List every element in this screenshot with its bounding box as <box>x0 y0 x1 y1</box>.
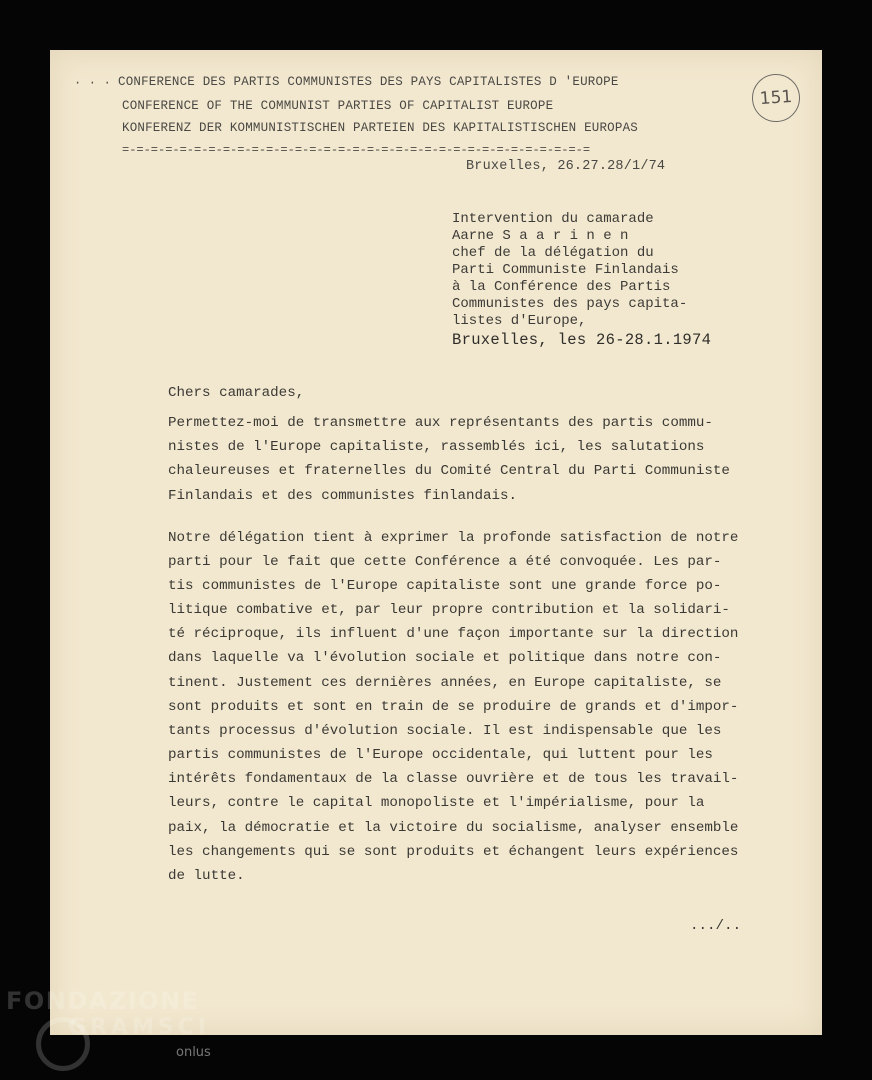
paragraph2-line: té réciproque, ils influent d'une façon importante sur la direction <box>168 626 739 642</box>
stamp-number: 151 <box>759 86 793 110</box>
watermark-line1: FONDAZIONE <box>6 987 200 1015</box>
paragraph2-line: intérêts fondamentaux de la classe ouvrière et de tous les travail- <box>168 771 739 787</box>
paragraph2-line: dans laquelle va l'évolution sociale et politique dans notre con- <box>168 650 722 666</box>
paragraph1-line: Permettez-moi de transmettre aux représentants des partis commu- <box>168 415 713 431</box>
paragraph1-line: Finlandais et des communistes finlandais. <box>168 488 518 504</box>
header-mark: · · · <box>74 76 112 90</box>
paragraph2-line: partis communistes de l'Europe occidentale, qui luttent pour les <box>168 747 713 763</box>
header-line-fr: CONFERENCE DES PARTIS COMMUNISTES DES PAYS CAPITALISTES D 'EUROPE <box>118 75 619 89</box>
intro-line: Aarne S a a r i n e n <box>452 228 629 244</box>
intro-line: listes d'Europe, <box>452 313 587 329</box>
paragraph2-line: Notre délégation tient à exprimer la profonde satisfaction de notre <box>168 530 739 546</box>
header-line-de: KONFERENZ DER KOMMUNISTISCHEN PARTEIEN DES KAPITALISTISCHEN EUROPAS <box>122 121 638 135</box>
paragraph2-line: de lutte. <box>168 868 245 884</box>
paragraph2-line: leurs, contre le capital monopoliste et l'impérialisme, pour la <box>168 795 705 811</box>
paragraph2-line: parti pour le fait que cette Conférence a été convoquée. Les par- <box>168 554 722 570</box>
fondazione-gramsci-watermark <box>6 987 226 1067</box>
continuation-mark: .../.. <box>690 918 742 934</box>
header-line-en: CONFERENCE OF THE COMMUNIST PARTIES OF CAPITALIST EUROPE <box>122 99 554 113</box>
watermark-line2: GRAMSCI <box>68 1015 211 1040</box>
paragraph1-line: nistes de l'Europe capitaliste, rassemblés ici, les salutations <box>168 439 705 455</box>
paragraph2-line: tis communistes de l'Europe capitaliste sont une grande force po- <box>168 578 722 594</box>
intro-line: Intervention du camarade <box>452 211 654 227</box>
intro-line: chef de la délégation du <box>452 245 654 261</box>
paragraph2-line: tants processus d'évolution sociale. Il est indispensable que les <box>168 723 722 739</box>
intro-line: Communistes des pays capita- <box>452 296 688 312</box>
intro-date: Bruxelles, les 26-28.1.1974 <box>452 331 712 349</box>
intro-line: Parti Communiste Finlandais <box>452 262 679 278</box>
place-date: Bruxelles, 26.27.28/1/74 <box>466 159 666 174</box>
salutation: Chers camarades, <box>168 385 305 401</box>
paragraph2-line: tinent. Justement ces dernières années, en Europe capitaliste, se <box>168 675 722 691</box>
paragraph2-line: les changements qui se sont produits et échangent leurs expériences <box>168 844 739 860</box>
watermark-line3: onlus <box>176 1045 211 1060</box>
intro-line: à la Conférence des Partis <box>452 279 671 295</box>
header-rule: =-=-=-=-=-=-=-=-=-=-=-=-=-=-=-=-=-=-=-=-=-=-=-=-=-=-=-=-=-=-=-=-= <box>122 143 591 157</box>
paragraph2-line: sont produits et sont en train de se produire de grands et d'impor- <box>168 699 739 715</box>
paragraph2-line: paix, la démocratie et la victoire du socialisme, analyser ensemble <box>168 820 739 836</box>
paragraph1-line: chaleureuses et fraternelles du Comité Central du Parti Communiste <box>168 463 730 479</box>
paragraph2-line: litique combative et, par leur propre contribution et la solidari- <box>168 602 730 618</box>
